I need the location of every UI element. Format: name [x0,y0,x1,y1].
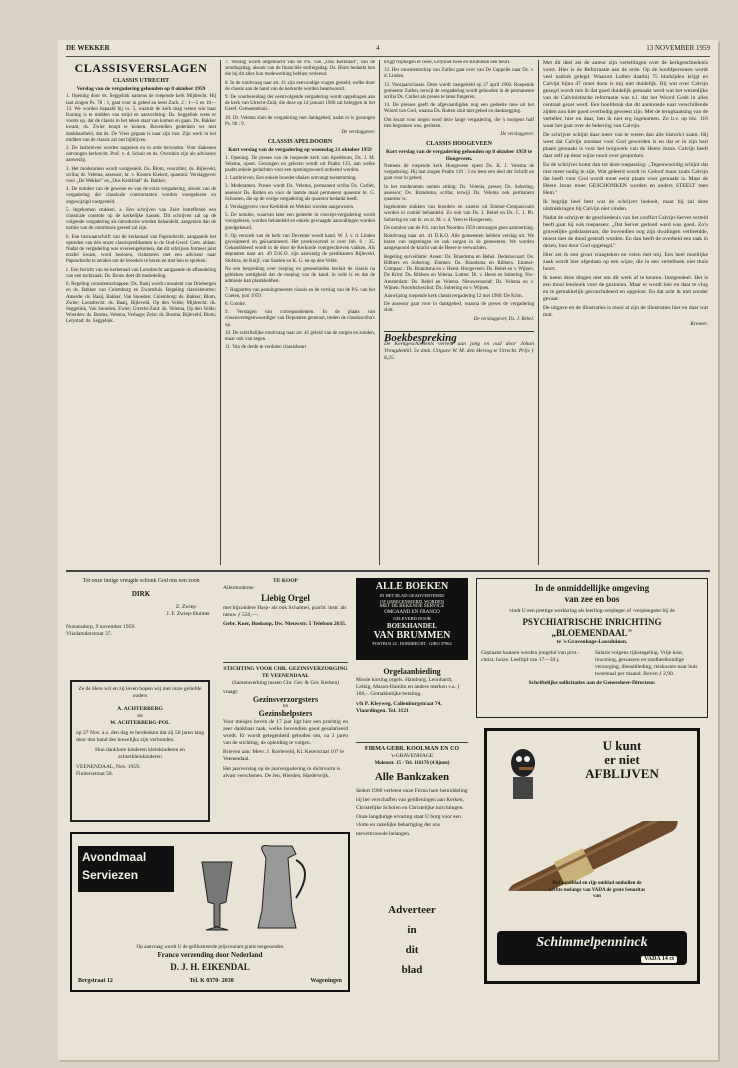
ad-title: ALLE BOEKEN [375,581,449,592]
announcement-family: Hun dankbare kinderen kleinkinderen en achterkleinkinderen [95,747,185,760]
ad-city: 's-GRAVENHAGE [390,753,434,759]
ad-benefits: Salaris volgens rijksregeling. Vrije kost, inwoning, gewassen en tandheelkundige verzorging, dienstkleding, reiskosten naar huis tweemaal per maand. Boven ƒ 2,90. [595,650,698,677]
notice-line: Adverteer [388,904,436,916]
paragraph: c. Een bericht van de kerkeraad van Loosdrecht aangaande de afhandeling van een tuchtzaak. Ds. Brons doet dit mededeling. [66,267,216,279]
notice-line: dit [405,944,419,956]
paragraph: De assessor gaat voor in dankgebed, waarna de preses de vergadering sluit. [384,302,534,314]
section-heading: CLASSIS UTRECHT [112,78,170,84]
ad-line: OF GERECENSEERD, WORDEN [380,598,444,604]
ad-line: IN HET BLAD GEADVERTEERD [379,593,445,598]
announcement-street: Fluitersstraat 58. [76,771,113,777]
paragraph: 3. Moderamen. Preses wordt Ds. Velema, permanent scriba Ds. Carlier, assessor Ds. Rutten en voor de laatste maal permanent quaestor br. G. Schouten, die op de vorige vergadering als quaestor bedankt heeft. [225,184,375,202]
brand-banner [497,931,687,965]
bank-ad [356,746,468,896]
ad-title: FIRMA GEBR. KOOLMAN EN CO [364,746,460,752]
ad-company: D. J. H. EIKENDAL [170,962,250,972]
ad-heading: STICHTING VOOR CHR. GEZINSVERZORGING TE VEENENDAAL [223,666,348,679]
ad-footnote: Het jaarverslag op de jaarvergadering in dichtvorm is alvast verschenen. De Jeu, Hierden, Harderwijk. [223,766,341,779]
paragraph: En de schrijver komt dan tot deze toepassing: „Tegenwoordig schijnt dat niet meer nodig te zijn. Wat geleerd wordt is: Geloof maar zoals Calvijn dat heeft voor God wordt moet eerst plaats voor gemaakt is. Maar de Heere Jezus moet GESCHONKEN worden en anders STEELT men Hem." [543,162,708,196]
paragraph: De schrijver schijnt daar meer van te weten dan alle historici saam. Hij weet dat Calvijn zondaar voor God geworden is en dat er in zijn hart plaats gemaakt is voor het borgwerk van de Heere Jezus. Calvijn heeft daar zelf op deze wijze nooit over gesproken. [543,132,708,159]
announcement-place: VEENENDAAL, Nov. 1959. [76,764,141,770]
parent-name: J. F. Zwiep-Sluimer [166,611,210,617]
paragraph: Ingekomen stukken van broeders en zusters uit Emmer-Compascuum worden in comité behandeld. Zo ook van Ds. J. Bebel en Ds. C. J. Ph. Sobering en van br. en zr. M. v. d. Veen te Hoogeveen. [384,205,534,223]
ad-title: Orgelaanbieding [383,668,441,676]
ad-headline: Alle Bankzaken [374,771,450,783]
paragraph: Na een bespreking over roeping en geneenheden besluit de classis na gebleken wettigheid dat de roeping van de kand. in orde is en dat de admissie kan plaatshebben. [225,266,375,285]
ad-line: er niet [604,752,640,767]
paragraph: Rondvraag naar art. 41 D.K.O. Alle gemeenten hebben verslag uit. We horen van zegeningen en ook zorgen in de gemeenten. We worden aangespoord de kracht van de Heere te verwachten. [384,234,534,252]
announcement-lead: Tot onze innige vreugde schonk God ons een zoon [82,578,200,584]
ad-label-block [78,846,174,892]
paragraph: 5. Ingekomen stukken. a. Een schrijven van Zeist betreffende een classicale controle op de kerkelijke kassen. Dit schrijven zal op de volgende vergadering als introductie worden behandeld, aangezien dan de notitie van de commissie gereed zal zijn. [66,207,216,232]
page-header [66,44,710,57]
ad-title: Gezinsverzorgsters [252,695,319,704]
ad-text: Rui zandblad en rijp omblad omhullen de zachte melange van VADA de grote Senoritas van [548,881,646,899]
section-subheading: Kort verslag van de vergadering gehouden op 8 oktober 1959 te Hoogeveen. [385,149,533,162]
paragraph: 14. De presses geeft de afgevaardigden nog een gedeelte mee uit het Woord van God, waarna Ds. Rutten sluit met gebed en dankzegging. [384,103,534,115]
ad-street: Bergstraat 12 [78,978,113,984]
newspaper-page [58,40,718,1060]
ad-text: Sedert 1900 verleent onze Firma hare bemiddeling bij het verschaffen van geldleningen aan Kerken, Christelijke Scholen en Christelijke inrichtingen. Onze langdurige ervaring staat U borg voor een vlotte en zakelijke behartiging der ons toevertrouwde belangen. [356,788,468,837]
paragraph: 8. Comité. [225,301,246,307]
paragraph: 11. Van de derde te verdelen classisbeurt [225,345,307,351]
notice-line: in [407,924,417,936]
ad-line: BOEKHANDEL [386,621,438,630]
ad-address: Gebr. Koer, Boskoop, Dw. Nieuwstr. 5 Telefoon 2635. [223,621,347,627]
section-subheading: Verslag van de vergadering gehouden op 8 oktober 1959 [76,86,206,92]
person-name: A. ACHTERBERG [117,706,163,712]
ad-institution-name: „BLOEMENDAAL" [551,628,633,638]
column-4 [543,60,708,565]
paragraph: 13. Voorjaarsclassis. Deze wordt vastgesteld op 27 april 1960. Roepende gemeente Zutfen, terwijl de vergadering wordt gehouden in de permanente scriba Ds. Carlier als preses te laten fungeren. [384,82,534,101]
page-number: 4 [376,44,380,52]
paragraph: krijgt Nijmegen er twee, Lelystad twee en Brummen één beurt. [384,60,511,65]
paragraph: 8. In de rondvraag naar art. 41 zijn eenvoudige vragen gesteld, welke door de classis aan de hand van de kerkorde worden beantwoord. [225,80,375,92]
paragraph: 3. Het moderamen wordt vastgesteld. Ds. Blom, voorzitter; ds. Bijleveld, scriba; dr. Velema, assessor; br. v. Kooten Kiekert, quaestor. Verslaggever voor „De Wekker" en „Ons Kerkblad" ds. Bakker. [66,166,216,185]
paragraph: Ik neem deze dingen niet om dit werk af te keuren. Integendeel. Het is een mooi leesboek voor de gezinnen. Maar er wordt hier en daar te vlug en te gemakkelijk geconcludeerd en opgelost. En dat acht ik niet zonder gevaar. [543,275,708,302]
signature: De verslaggever, Ds. J. Bebel. [473,316,534,322]
paragraph: 7. Rapporten van penningmeester classis en de verslag van de P.S. van het Coelen, juni 1959. [225,287,375,299]
paragraph: 12. Het consulentschap van Zutfen gaat over van De Cappelle naar Ds. v. d. Linden. [384,68,534,80]
paragraph: 1. Opening door ds. Seggelink namens de roepende kerk Mijdrecht. Hij laat zingen Ps. 78 : 1, gaat voor in gebed en leest Zach. 2 : 1—5 en 10—13. We worden bepaald bij vs. 5, waaruit de kerk mag weten wie haar Koning is te midden van strijd en aanvechting. Ds. Seggelink wees er voorts op, dat de classis in het teken staat van komen en gaan. Ds. Bakker kwam, ds. Zwier hoopt te komen. Bovendien gedenken we met dankbaarheid, dat ds. De Vries gegaan is naar zijn rust. Zijn werk in het midden van de classis zal ons bijblijven. [66,94,216,143]
ad-line: GELEVERD DOOR [393,616,431,621]
ad-line: van zee en bos [564,594,620,604]
signature: Kremer. [690,321,708,327]
bookshop-ad [356,578,468,660]
ad-title: Serviezen [82,868,139,882]
paragraph: 4. Verslaggevers voor Kerkblok en Wekker worden aangewezen. [225,205,355,211]
connector-text: en [282,703,289,709]
ad-address: Molenstr. 15 - Tel. 116176 (4 lijnen) [374,761,450,766]
paragraph: Nadat de schrijver de geschiedenis van het conflict Calvijn-Servet verteld heeft gaat hij ook toepassen: „Dat Servet gedood werd was goed. Zo'n gruwelijke godslasteraar, die bovendien nog zijn dwalingen verbreidde, moest met de dood gestraft worden. En dan heeft de overheid een taak in dezen, hun door God opgelegd." [543,215,708,249]
article-title: CLASSISVERSLAGEN [74,61,208,75]
ad-shipping: Franco verzending door Nederland [157,951,263,959]
section-heading: CLASSIS HOOGEVEEN [426,141,492,148]
announcement-lead: Ze de Here wil en zij leven hopen wij met onze geliefde ouders [78,686,202,699]
announcement-street: Vlisdamderstraat 37. [66,631,112,637]
ad-text: Mooie korting orgels. Hamburg, Leonhardt, Leikig, Mason-Hamlin en andere merken v.a. ƒ 100,-. Gemakkelijke betaling. [356,677,460,697]
connector-text: en [137,713,143,719]
paragraph: 10. Dr. Velema sluit de vergadering met dankgebed, nadat er is gezongen Ps. 90 : 9. [225,115,375,127]
paragraph: In het moderamen nemen zitting: Ds. Velema, preses; Ds. Sobering, assessor; Ds. Brandsma, scriba; terwijl Ds. Velema ook permanent quaestor is. [384,184,534,203]
column-1 [66,60,216,560]
ad-text: vindt U een prettige werkkring als leerling-verpleger of -verpleegster bij de [509,608,675,614]
child-name: DIRK [131,590,151,598]
mascot-illustration [495,741,551,805]
ad-title: Liebig Orgel [261,593,310,603]
ad-brand: VAN BRUMMEN [373,629,451,641]
ad-subheading: Allermoderne [223,585,254,591]
paragraph: 1. Opening. De preses van de roepende kerk van Apeldoorn, Ds. J. M. Velema, opent. Gezongen en gelezen wordt uit Psalm 133, aan welke psalm enkele gedachten voor een openingswoord ontleend worden. [225,155,375,174]
ad-label: vraagt: [223,689,239,695]
column-2 [225,60,375,560]
cigar-ad [484,728,700,984]
ad-line: AFBLIJVEN [585,766,659,781]
anniversary-announcement [70,680,210,822]
paragraph: Namens de roepende kerk Hoogeveen opent Ds. K. J. Velema de vergadering. Hij laat zingen Psalm 119 : 3 en leest een deel der Schrift en gaat voor in gebed. [384,164,534,182]
ad-line: OMGAAND EN FRANCO [384,610,440,615]
ad-city: Wageningen [310,978,342,984]
paragraph: De notulen van de P.S. van het Noorden 1959 ontvangen geen aanmerking. [384,225,534,231]
ad-title: Avondmaal [82,850,147,864]
ad-institution: PSYCHIATRISCHE INRICHTING [522,617,662,627]
care-foundation-ad [223,666,348,826]
communion-set-ad [70,832,350,992]
organ-offer-ad [356,668,468,740]
section-heading: CLASSIS APELDOORN [267,139,333,146]
brand-badge: VADA 14 ct [641,956,677,963]
parent-name: Z. Zwiep [175,604,196,610]
paragraph: 10. De schriftelijke rondvraag naar art. 41 geleid van de zorgen en zonden, maar ook van zegen. [225,330,375,342]
ad-requirements: Geplaatst kunnen worden jongelui van prot.-christ. huize. Leeftijd van 17—30 j. [481,650,580,663]
signature: De verslaggever. [341,130,375,136]
ad-line: POSTBUS 24 . DORDRECHT . GIRO 37962 [372,640,452,646]
birth-announcement [66,578,216,688]
advertise-here-notice [358,900,466,986]
person-name: W. ACHTERBERG-POL [110,720,170,726]
section-subheading: Kort verslag van de vergadering op woensdag 21 oktober 1959 [228,147,372,154]
paragraph: 6. Regeling consulentschappen: Ds. Baaij wordt consulent van Driebergen en ds. Bakker van Culemborg en Zwartsluis. Regeling classisbeurten: Amerde: ds. Baaij, Bakker, Van Snoeden; Culemborg: ds. Bakker, Blom, Zwier; Loosdrecht: ds. Baaij, Bijleveld, Op den Velde; Mijdrecht: ds. Seggelink, Van Snoeden, Zwier; Utrecht-Zuid: ds. Velema, Op den Velde; Woerden: ds. Bosma, Velema, Verhage; Zeist: ds. Bosma, Bijleveld, Blom; Lelystad: ds. Seggelink. [66,282,216,325]
paragraph: b. Een bezwaarschrift van de kerkeraad van Papendrecht, aangaande het optreden van één onzer classispredikanten in de Oud-Geref. Gem. aldaar. Nadat de vergadering was overeengekomen, dat dit schrijven formeel juist terafel kwam, word besloten, visitatoren met een adviseur naar Papendrecht te zenden om de broeders te horen en met hen te spreken. [66,234,216,265]
paragraph: 9. Verslagen van correspondenten. In de plaats van classisvertegenwoordiger van Deputaten generaal, treden de classisscriba's op. [225,310,375,328]
book-review-intro: De Kerkgeschiedenis verteld aan jong en oud door Johan Vreugdenhil. 5e dmk. Uitgave W. M. den Hertog te Utrecht. Prijs ƒ 8,25. [384,340,534,361]
paragraph: De uitgave en de illustraties is mooi al zijn de illustraties hier en daar wat mat. [543,305,708,318]
header-left: DE WEKKER [66,44,110,52]
paragraph: 7. Verslag wordt uitgebracht van de P.S. van „Ons Kerkblad", van de zendingsdag, alsook van de financiële stellingsdag. Ds. Blom bedankt hen die bij dit alles hun medewerking hebben verleend. [225,60,375,78]
ad-text: Voor meisjes boven de 17 jaar ligt hier een prachtig en zeer dankbaar taak, welke bovendien goed gesalarieerd wordt. Er wordt gelegenheid geboden om, na 2 jaren van de stichting, de opleiding te volgen. [223,719,348,746]
paragraph: Regeling surveillatie: Assen: Ds. Brandsma en Bebel. Dedemsvaart: Ds. Ribbers en Sobering. Emmen: Ds. Brandsma en Ribbers. Emmer-Compasc.: Ds. Brandsma en v. Heest. Hoogeveen: Ds. Bebel en v. Wijnen. De Krim: Ds. Ribbers en Velema. Lutten: Di. v. Heest en Sobering. Nw-Amsterdam: Ds. Bebel en Velema. Nieuwerozend: Ds. Velema en v. Wijnen. Noordscheschut: Ds. Sobering en v. Wijnen. [384,254,534,291]
paragraph: 4. De notulen van de gewone en van de extra vergadering, alsook van de vergadering der classicale contractanten worden voorgelezen en ongewijzigd vastgesteld. [66,187,216,205]
book-review-title: Boekbespreking [384,331,457,344]
paragraph: Aanwijzing roepende kerk classisvergadering 12 mei 1960: De Krim. [384,293,523,299]
paragraph: 9. De voorbereiding der eerstvolgende vergadering wordt opgedragen aan de kerk van Utrecht-Zuid, die deze op 14 januari 1960 zal beleggen in het Geref. Gemeentehuis. [225,95,375,113]
announcement-body: op 27 Nov. a.s. den dag te herdenken dat zij 50 jaren lang door den band des huwelijks zijn verbonden. [76,730,204,743]
ad-line: In de onmiddellijke omgeving [534,583,650,593]
ad-heading: TE KOOP [273,578,298,584]
ad-contact-row [78,978,342,985]
paragraph: Ik begrijp heel best wat de schrijver bedoelt, maar bij zal deze uitdrukkingen bij Calvijn niet vinden. [543,199,708,212]
brand-name: Schimmelpenninck [536,935,648,950]
header-date: 13 NOVEMBER 1959 [646,44,710,52]
notice-line: blad [401,964,423,976]
paragraph: Om kwart voor negen werd deze lange vergadering, die 's morgens half tien begonnen was, gesloten. [384,117,534,129]
ad-footer: Schriftelijke sollicitaties aan de Geneesheer-Directeur. [528,680,656,686]
ad-phone: Tel. K 8370- 2038 [189,978,234,984]
paragraph: 6. Op verzoek van de kerk van Deventer wordt kand. W. J. v. d. Linden gecoöpteerd en geëxamineerd. Het preekvoorstel is over Joh. 6 : 35. Gekandideerd wordt in de door de Kerkorde voorgeschreven vakken. Als deputaten naar art. 49 D.K.O. zijn aanwezig de predikanten Bijleveld, Slofstra, de Knijf, van Sanden en K. G. en op den Velde. [225,233,375,264]
ad-subheading: (Samenwerking tussen Chr. Ger. & Ger. Kerken) [231,680,340,686]
mascot-icon [495,741,551,805]
psychiatric-institution-ad [476,578,708,718]
organ-for-sale-ad [223,578,348,658]
ad-text: met bijzondere Harp- als ook Schalmei, pracht. instr. als nieuw ƒ 550,—. [223,605,347,618]
paragraph: 5. De notulen, waarvan later een gedeelte in concept-vergadering wordt voorgelezen, worden behandeld en enkele gevraagde aanvullingen worden goedgekeurd. [225,213,375,231]
signature: De verslaggever. [500,132,534,138]
paragraph: 2. Lastbrieven. Een enkele broeder-diaken ontvangt toestemming. [225,176,357,182]
paragraph: 2. De lastbrieven worden nagezien en in orde bevonden. Voor diakenen ontvangen kerkrecht. Prof. v. d. Schuit en ds. Overduin zijn als adviseurs aanwezig. [66,146,216,164]
ad-line: MET DE BEKENDE SERVICE [379,604,445,609]
paragraph: Met dit deel zet de auteur zijn vertellingen over de kerkgeschiedenis voort. Hier is de Reformatie aan de orde. Op de hoofdpersonen wordt veel nadruk gelegd. Waarom Luther daarbij 75 bladzijden krijgt en Calvijn bijna 47 moet doen is mij niet duidelijk. Bij wat over Calvijn gezegd wordt mis ik dat goed duidelijk gemaakt werd wat het wezenlijke van de Calvinistische reformatie was n.l. dat het Woord Gods in alles centraal gezet werd. Een hoofdstuk dat dit aantoonde naar verschillende zijden zou hier goed overbodig geweest zijn. Met de terugkaatsing van de verteller, hier en daar, ben ik niet erg ingenomen. Zo b.v. op blz. 116 waar het gaat over de bekering van Calvijn. [543,60,708,129]
ad-text: Op aanvraag wordt U de geïllustreerde prijscourant gratis toegezonden [136,944,284,950]
ad-location: te 's-Gravenhage-Loosduinen. [556,639,628,645]
ad-address: v/h P. Kleyweg, Callenburgstraat 74, Vlaardingen. Tel. 3121 [356,701,442,714]
column-3 [384,60,534,565]
ad-address: Brieven aan: Mevr. J. Roeleveld, Kl. Keterstraat 107 te Veenendaal. [223,749,344,762]
announcement-place: Nunansdorp, 9 november 1959. [66,624,136,630]
ad-headline-block [557,739,687,781]
chalice-illustration [192,840,342,942]
paragraph: Hier zet ik een groot vraagteken en velen met mij. Een heel moeilijke zaak wordt hier afgedaan op een wijze, die in een vertelboek niet thuis hoort. [543,252,708,272]
ad-line: U kunt [602,738,642,753]
ad-title: Gezinshelpsters [258,709,313,718]
